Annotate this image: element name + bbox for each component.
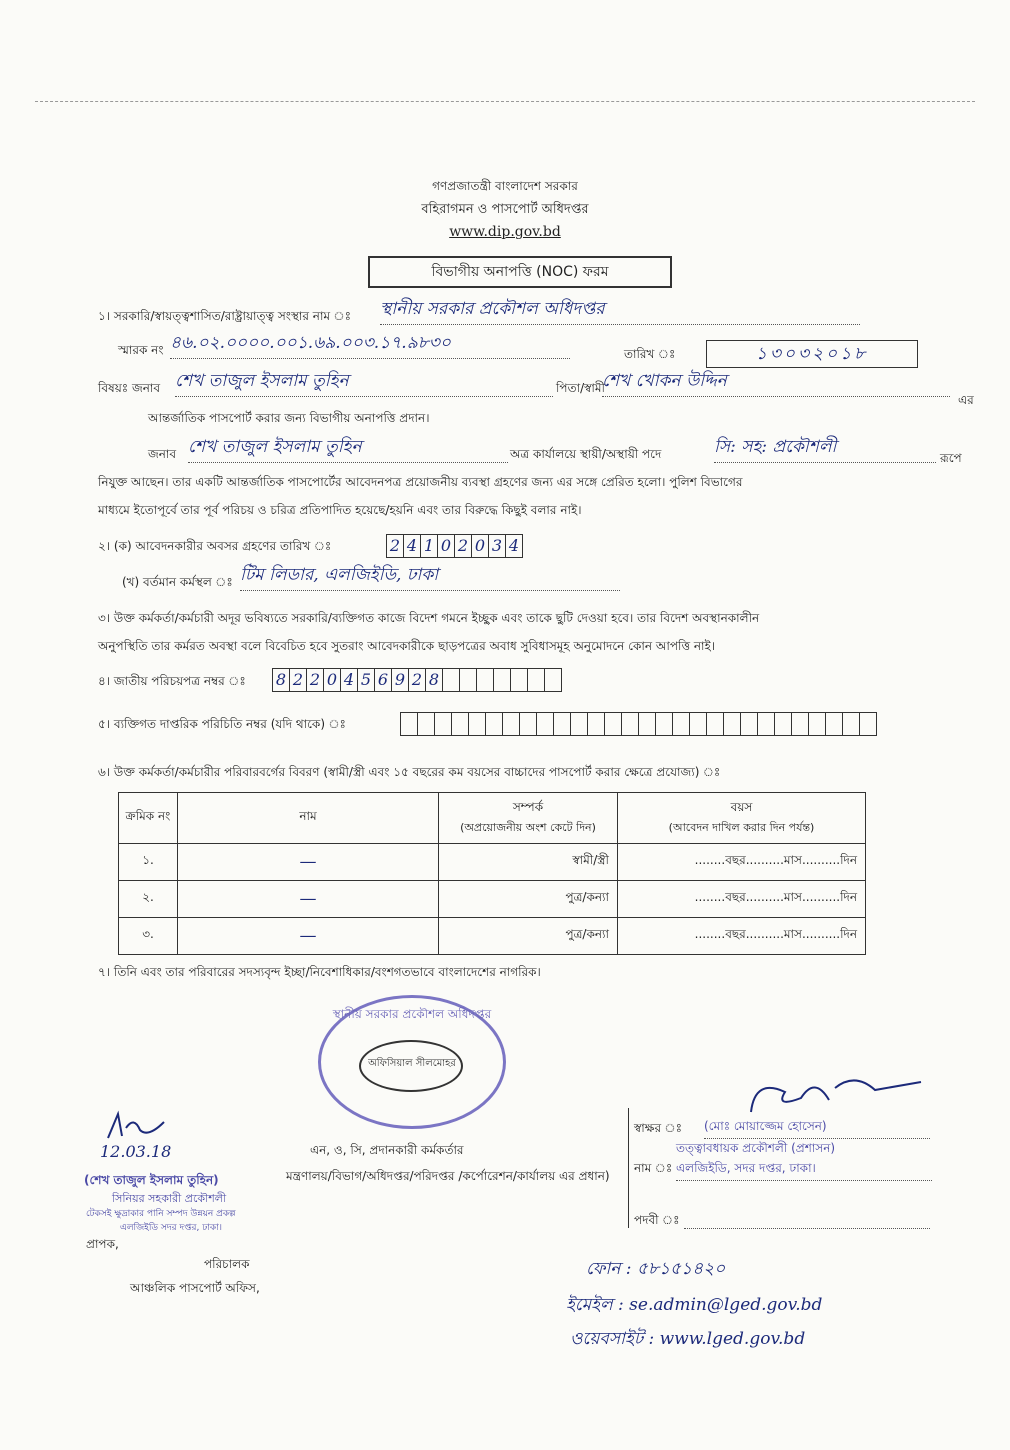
para-post: সি: সহ: প্রকৌশলী [714,434,936,463]
subject-name: শেখ তাজুল ইসলাম তুহিন [175,368,553,397]
nid-digit [493,668,511,692]
pid-box [434,712,452,736]
para-name: শেখ তাজুল ইসলাম তুহিন [188,434,508,463]
para-line2: নিযুক্ত আছেন। তার একটি আন্তর্জাতিক পাসপোর্টের আবেদনপত্র প্রয়োজনীয় ব্যবস্থা গ্রহণের জন্য এর সঙ্গে প্রেরিত হলো। পুলিশ বিভাগের [98,475,743,489]
pid-box [740,712,758,736]
para-mid: অত্র কার্যালয়ে স্থায়ী/অস্থায়ী পদে [510,447,662,461]
nid-digit [544,668,562,692]
nid-label: ৪। জাতীয় পরিচয়পত্র নম্বর ঃ [98,674,246,688]
top-divider [35,101,975,102]
recipient-label: প্রাপক, [86,1237,119,1251]
website: www.dip.gov.bd [449,224,561,240]
nid-digit: 4 [340,668,358,692]
pid-box [791,712,809,736]
nid-digit: 6 [374,668,392,692]
name-stamp-post: তত্ত্বাবধায়ক প্রকৌশলী (প্রশাসন) [676,1141,836,1155]
name-stamp-office: এলজিইডি, সদর দপ্তর, ঢাকা। [676,1160,932,1181]
row-serial: ১. [119,844,178,881]
pid-box [468,712,486,736]
row-relation: স্বামী/স্ত্রী [439,844,618,881]
pid-box [825,712,843,736]
nid-digit: 2 [306,668,324,692]
retire-digit: 1 [420,534,438,558]
memo-label: স্মারক নং [118,343,164,357]
workplace-value: টিম লিডার, এলজিইডি, ঢাকা [240,562,620,591]
nid-digit [510,668,528,692]
pid-box [842,712,860,736]
family-label: ৬। উক্ত কর্মকর্তা/কর্মচারীর পরিবারবর্গের বিবরণ (স্বামী/স্ত্রী এবং ১৫ বছরের কম বয়সের বাচ্চাদের পাসপোর্ট করার ক্ষেত্রে প্রযোজ্য) ঃ [98,765,721,779]
nid-digit: 8 [425,668,443,692]
retire-digit: 2 [386,534,404,558]
applicant-stamp-project: টেকসই ক্ষুদ্রাকার পানি সম্পদ উন্নয়ন প্রকল্প [86,1209,236,1219]
th-relation-note: (অপ্রয়োজনীয় অংশ কেটে দিন) [460,820,596,834]
row-name: — [178,844,439,881]
org-label: ১। সরকারি/স্বায়ত্ত্বশাসিত/রাষ্ট্রায়াত্ত্ব সংস্থার নাম ঃ [98,309,352,323]
pid-box [672,712,690,736]
row-serial: ২. [119,881,178,918]
retire-label: ২। (ক) আবেদনকারীর অবসর গ্রহণের তারিখ ঃ [98,539,332,553]
contact-phone: ফোন : ৫৮১৫১৪২০ [586,1259,726,1279]
nid-boxes [272,668,561,692]
row-age: ........বছর..........মাস..........দিন [618,918,866,955]
family-table [118,792,866,955]
sign-label: স্বাক্ষর ঃ [634,1121,683,1135]
form-title: বিভাগীয় অনাপত্তি (NOC) ফরম [368,256,672,288]
pid-box [859,712,877,736]
pid-box [536,712,554,736]
seal-inner-text: অফিসিয়াল সীলমোহর [368,1058,456,1069]
retire-digit: 2 [454,534,472,558]
pid-box [400,712,418,736]
para-start: জনাব [148,447,177,461]
pid-box [502,712,520,736]
sign-stamp: (মোঃ মোয়াজ্জেম হোসেন) [704,1118,930,1139]
pid-box [570,712,588,736]
seal-ring-text: স্থানীয় সরকার প্রকৌশল অধিদপ্তর [332,1007,492,1021]
applicant-stamp-name: (শেখ তাজুল ইসলাম তুহিন) [84,1173,219,1187]
noc-officer-office: মন্ত্রণালয়/বিভাগ/অধিদপ্তর/পরিদপ্তর /কর্পোরেশন/কার্যালয় এর প্রধান) [286,1169,610,1183]
nid-digit [459,668,477,692]
th-name: নাম [178,793,439,844]
table-row [119,918,866,955]
row-relation: পুত্র/কন্যা [439,918,618,955]
date-value: ১৩০৩২০১৮ [706,340,918,368]
pid-boxes [400,712,876,736]
row-serial: ৩. [119,918,178,955]
table-row [119,881,866,918]
applicant-stamp-office: এলজিইডি সদর দপ্তর, ঢাকা। [120,1223,223,1233]
pid-box [587,712,605,736]
father-label: পিতা/স্বামী [556,381,605,395]
pid-box [553,712,571,736]
th-relation-title: সম্পর্ক [512,799,544,814]
th-age-note: (আবেদন দাখিল করার দিন পর্যন্ত) [668,820,815,834]
s3-line2: অনুপস্থিতি তার কর্মরত অবস্থা বলে বিবেচিত হবে সুতরাং আবেদকারীকে ছাড়পত্রের অবাধ সুবিধাসমূহ অনুমোদনে কোন আপত্তি নাই। [98,639,716,653]
citizenship-text: ৭। তিনি এবং তার পরিবারের সদস্যবৃন্দ ইচ্ছা/নিবেশাধিকার/বংশগতভাবে বাংলাদেশের নাগরিক। [98,965,541,979]
govt-name: গণপ্রজাতন্ত্রী বাংলাদেশ সরকার [432,179,578,193]
pid-box [706,712,724,736]
org-value: স্থানীয় সরকার প্রকৌশল অধিদপ্তর [380,296,860,325]
date-label: তারিখ ঃ [624,347,676,361]
dept-name: বহিরাগমন ও পাসপোর্ট অধিদপ্তর [421,202,589,217]
retire-digit: 0 [471,534,489,558]
para-line3: মাধ্যমে ইতোপূর্বে তার পূর্ব পরিচয় ও চরিত্র প্রতিপাদিত হয়েছে/হয়নি এবং তার বিরুদ্ধে কিছুই বলার নাই। [98,503,582,517]
father-value: শেখ খোকন উদ্দিন [602,368,950,397]
nid-digit [442,668,460,692]
subject-label: বিষয়ঃ জনাব [98,381,161,395]
applicant-date: 12.03.18 [100,1142,172,1161]
pid-box [417,712,435,736]
pid-box [485,712,503,736]
officer-signature [745,1068,935,1124]
pid-box [451,712,469,736]
nid-digit: 8 [272,668,290,692]
pid-box [808,712,826,736]
pid-box [774,712,792,736]
nid-digit: 2 [289,668,307,692]
pid-box [655,712,673,736]
retire-digit: 4 [403,534,421,558]
retire-digit: 3 [488,534,506,558]
applicant-signature [104,1108,174,1144]
pid-box [638,712,656,736]
pid-box [519,712,537,736]
noc-officer-label: এন, ও, সি, প্রদানকারী কর্মকর্তার [310,1143,464,1157]
row-age: ........বছর..........মাস..........দিন [618,844,866,881]
er-suffix: এর [958,393,974,407]
nid-digit [476,668,494,692]
workplace-label: (খ) বর্তমান কর্মস্থল ঃ [122,575,233,589]
th-serial: ক্রমিক নং [119,793,178,844]
recipient-office: আঞ্চলিক পাসপোর্ট অফিস, [130,1281,260,1295]
th-age [618,793,866,844]
subject-line2: আন্তর্জাতিক পাসপোর্ট করার জন্য বিভাগীয় অনাপত্তি প্রদান। [148,411,430,425]
retire-digit: 4 [505,534,523,558]
row-name: — [178,918,439,955]
s3-line1: ৩। উক্ত কর্মকর্তা/কর্মচারী অদূর ভবিষ্যতে সরকারি/ব্যক্তিগত কাজে বিদেশ গমনে ইচ্ছুক এবং তাকে ছুটি দেওয়া হবে। তার বিদেশ অবস্থানকালীন [98,611,760,625]
th-age-title: বয়স [730,799,753,814]
official-seal [318,995,506,1129]
row-age: ........বছর..........মাস..........দিন [618,881,866,918]
pid-box [689,712,707,736]
retire-date-boxes [386,534,522,558]
pid-box [604,712,622,736]
pid-label: ৫। ব্যক্তিগত দাপ্তরিক পরিচিতি নম্বর (যদি থাকে) ঃ [98,717,346,731]
contact-email: ইমেইল : se.admin@lged.gov.bd [566,1295,823,1315]
contact-web: ওয়েবসাইট : www.lged.gov.bd [570,1329,806,1349]
th-relation [439,793,618,844]
para-suffix: রূপে [940,451,962,465]
memo-value: ৪৬.০২.০০০০.০০১.৬৯.০০৩.১৭.৯৮৩০ [170,330,570,359]
retire-digit: 0 [437,534,455,558]
pid-box [757,712,775,736]
nid-digit: 5 [357,668,375,692]
post-label: পদবী ঃ [634,1213,680,1227]
table-row [119,844,866,881]
name-label: নাম ঃ [634,1161,673,1175]
nid-digit: 9 [391,668,409,692]
applicant-stamp-post: সিনিয়র সহকারী প্রকৌশলী [112,1192,227,1205]
nid-digit: 0 [323,668,341,692]
nid-digit [527,668,545,692]
row-name: — [178,881,439,918]
recipient-director: পরিচালক [204,1257,250,1271]
nid-digit: 2 [408,668,426,692]
row-relation: পুত্র/কন্যা [439,881,618,918]
pid-box [723,712,741,736]
pid-box [621,712,639,736]
